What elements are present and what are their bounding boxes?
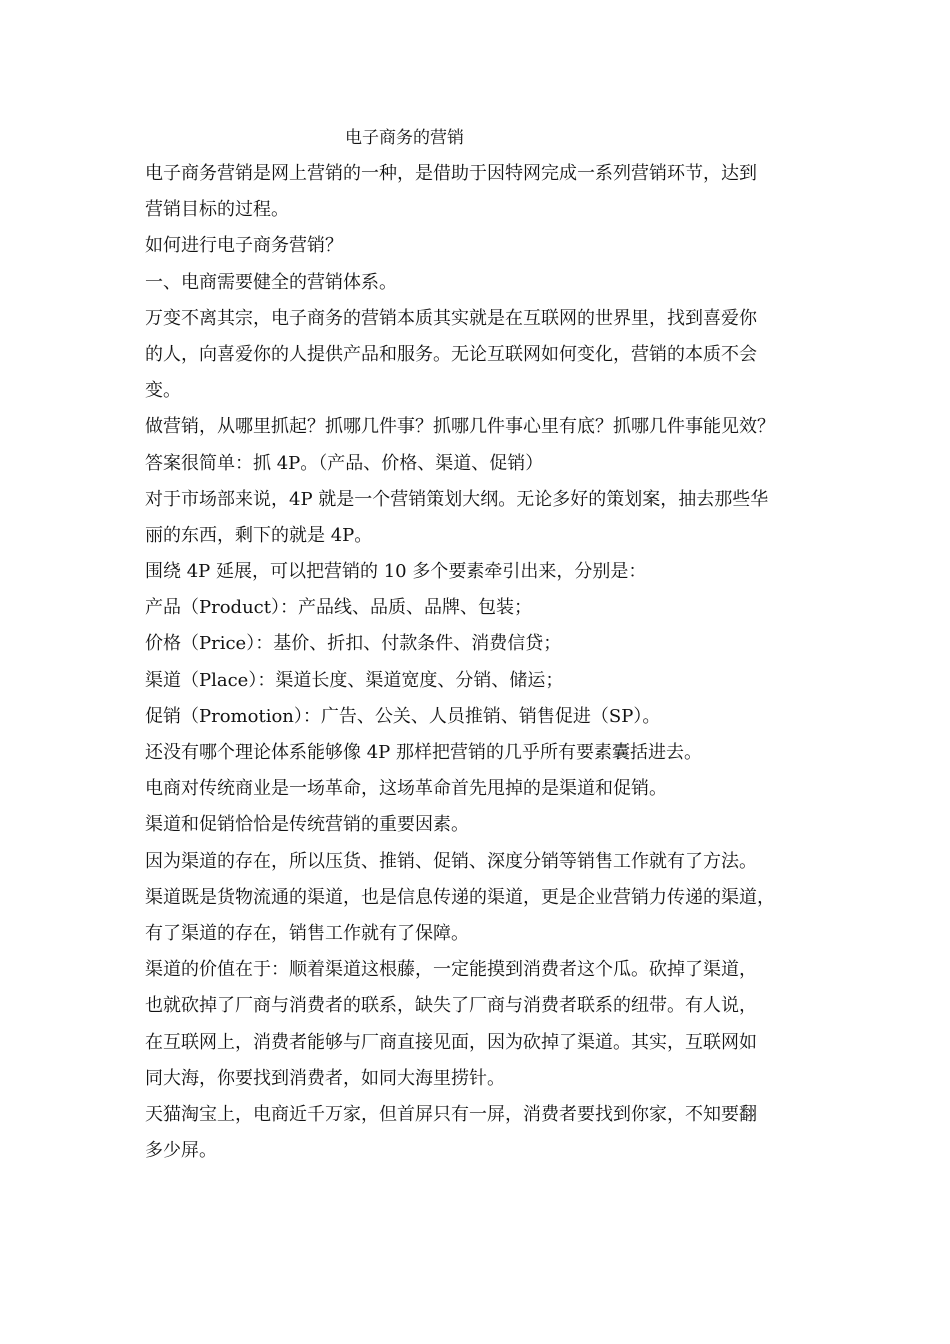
text-line: 电商对传统商业是一场革命，这场革命首先甩掉的是渠道和促销。 — [145, 778, 667, 800]
text-line: 还没有哪个理论体系能够像 4P 那样把营销的几乎所有要素囊括进去。 — [145, 742, 703, 763]
list-item-promotion: 促销（Promotion）：广告、公关、人员推销、销售促进（SP）。 — [145, 705, 661, 727]
text-line: 在互联网上，消费者能够与厂商直接见面，因为砍掉了渠道。其实，互联网如 — [145, 1031, 757, 1053]
text-line: 万变不离其宗，电子商务的营销本质其实就是在互联网的世界里，找到喜爱你 — [145, 307, 757, 329]
document-body — [145, 156, 825, 1169]
text-line: 有了渠道的存在，销售工作就有了保障。 — [145, 922, 469, 944]
text-line: 同大海，你要找到消费者，如同大海里捞针。 — [145, 1067, 505, 1089]
text-line: 变。 — [145, 380, 181, 402]
text-line: 答案很简单：抓 4P。（产品、价格、渠道、促销） — [145, 452, 544, 474]
text-line: 的人，向喜爱你的人提供产品和服务。无论互联网如何变化，营销的本质不会 — [145, 343, 757, 365]
text-line: 渠道和促销恰恰是传统营销的重要因素。 — [145, 814, 469, 836]
text-line: 多少屏。 — [145, 1140, 217, 1162]
text-line: 天猫淘宝上，电商近千万家，但首屏只有一屏，消费者要找到你家，不知要翻 — [145, 1103, 757, 1125]
section-heading: 一、电商需要健全的营销体系。 — [145, 271, 397, 293]
text-line: 电子商务营销是网上营销的一种，是借助于因特网完成一系列营销环节，达到 — [145, 163, 757, 184]
list-item-price: 价格（Price）：基价、折扣、付款条件、消费信贷； — [145, 633, 562, 655]
text-line: 因为渠道的存在，所以压货、推销、促销、深度分销等销售工作就有了方法。 — [145, 850, 757, 872]
text-line: 对于市场部来说，4P 就是一个营销策划大纲。无论多好的策划案，抽去那些华 — [145, 488, 769, 510]
document-title: 电子商务的营销 — [345, 128, 464, 148]
list-item-product: 产品（Product）：产品线、品质、品牌、包装； — [145, 597, 532, 619]
text-line: 如何进行电子商务营销？ — [145, 235, 343, 257]
text-line: 营销目标的过程。 — [145, 199, 289, 221]
text-line: 渠道的价值在于：顺着渠道这根藤，一定能摸到消费者这个瓜。砍掉了渠道， — [145, 959, 757, 981]
text-line: 围绕 4P 延展，可以把营销的 10 多个要素牵引出来，分别是： — [145, 561, 647, 583]
text-line: 渠道既是货物流通的渠道，也是信息传递的渠道，更是企业营销力传递的渠道， — [145, 886, 775, 908]
text-line: 丽的东西，剩下的就是 4P。 — [145, 524, 373, 546]
text-line: 做营销，从哪里抓起？抓哪几件事？抓哪几件事心里有底？抓哪几件事能见效？ — [145, 416, 775, 438]
list-item-place: 渠道（Place）：渠道长度、渠道宽度、分销、储运； — [145, 669, 564, 691]
text-line: 也就砍掉了厂商与消费者的联系，缺失了厂商与消费者联系的纽带。有人说， — [145, 995, 757, 1017]
